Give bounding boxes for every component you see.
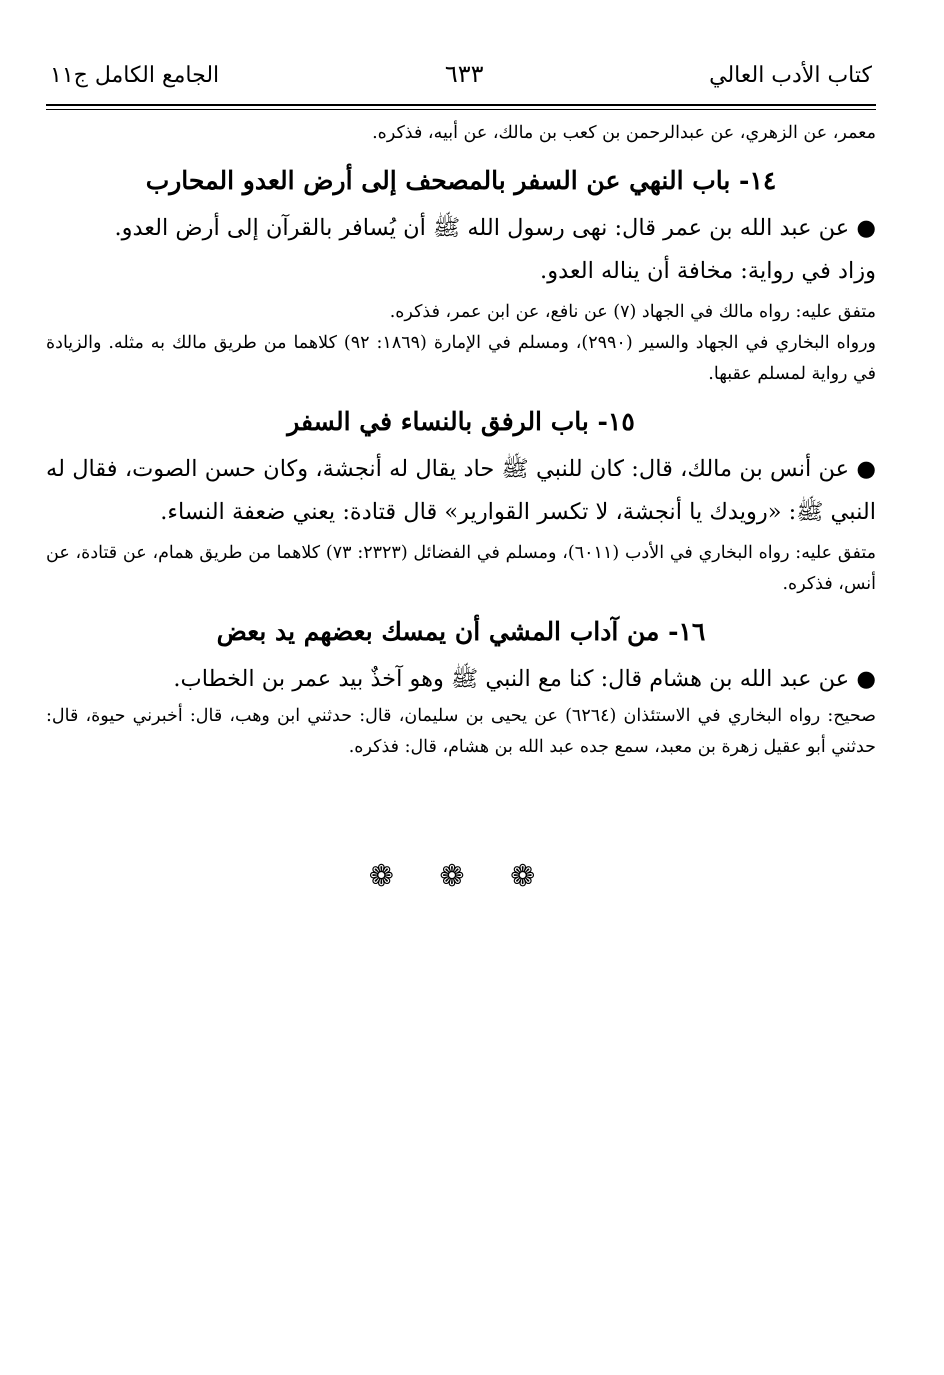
continuation-text: معمر، عن الزهري، عن عبدالرحمن بن كعب بن مالك، عن أبيه، فذكره.: [372, 123, 876, 143]
section-16-hadith: ● عن عبد الله بن هشام قال: كنا مع النبي ﷺ وهو آخذٌ بيد عمر بن الخطاب.: [173, 666, 876, 692]
page-number: ٦٣٣: [444, 60, 484, 88]
page: [46, 60, 876, 894]
section-15-takhrij: متفق عليه: رواه البخاري في الأدب (٦٠١١)، ومسلم في الفضائل (٢٣٢٣: ٧٣) كلاهما من طريق همام، عن قتادة، عن أنس، فذكره.: [46, 543, 876, 594]
section-14-hadith: ● عن عبد الله بن عمر قال: نهى رسول الله ﷺ أن يُسافر بالقرآن إلى أرض العدو.: [114, 215, 876, 241]
end-ornament-icon: ❁ ❁ ❁: [368, 859, 554, 894]
book-title-right: كتاب الأدب العالي: [709, 63, 872, 88]
header-rule-thin: [46, 109, 876, 110]
section-14-hadith-addition: وزاد في رواية: مخافة أن يناله العدو.: [540, 258, 876, 284]
section-14-takhrij-1: متفق عليه: رواه مالك في الجهاد (٧) عن نافع، عن ابن عمر، فذكره.: [389, 302, 876, 322]
section-15-title: ١٥- باب الرفق بالنساء في السفر: [287, 407, 635, 436]
section-16-takhrij: صحيح: رواه البخاري في الاستئذان (٦٢٦٤) عن يحيى بن سليمان، قال: حدثني ابن وهب، قال: أخبرني حيوة، قال: حدثني أبو عقيل زهرة بن معبد، سمع جده عبد الله بن هشام، قال: فذكره.: [46, 706, 876, 757]
book-title-left: الجامع الكامل ج١١: [50, 63, 220, 88]
section-16-title: ١٦- من آداب المشي أن يمسك بعضهم يد بعض: [216, 617, 706, 646]
section-15-hadith: ● عن أنس بن مالك، قال: كان للنبي ﷺ حاد يقال له أنجشة، وكان حسن الصوت، فقال له النبي ﷺ: «رويدك يا أنجشة، لا تكسر القوارير» قال قتادة: يعني ضعفة النساء.: [46, 456, 876, 525]
section-14-takhrij-2: ورواه البخاري في الجهاد والسير (٢٩٩٠)، ومسلم في الإمارة (١٨٦٩: ٩٢) كلاهما من طريق مالك به مثله. والزيادة في رواية لمسلم عقبها.: [46, 333, 876, 384]
running-header: [46, 60, 876, 104]
header-rule-thick: [46, 104, 876, 106]
section-14-title: ١٤- باب النهي عن السفر بالمصحف إلى أرض العدو المحارب: [145, 166, 777, 195]
